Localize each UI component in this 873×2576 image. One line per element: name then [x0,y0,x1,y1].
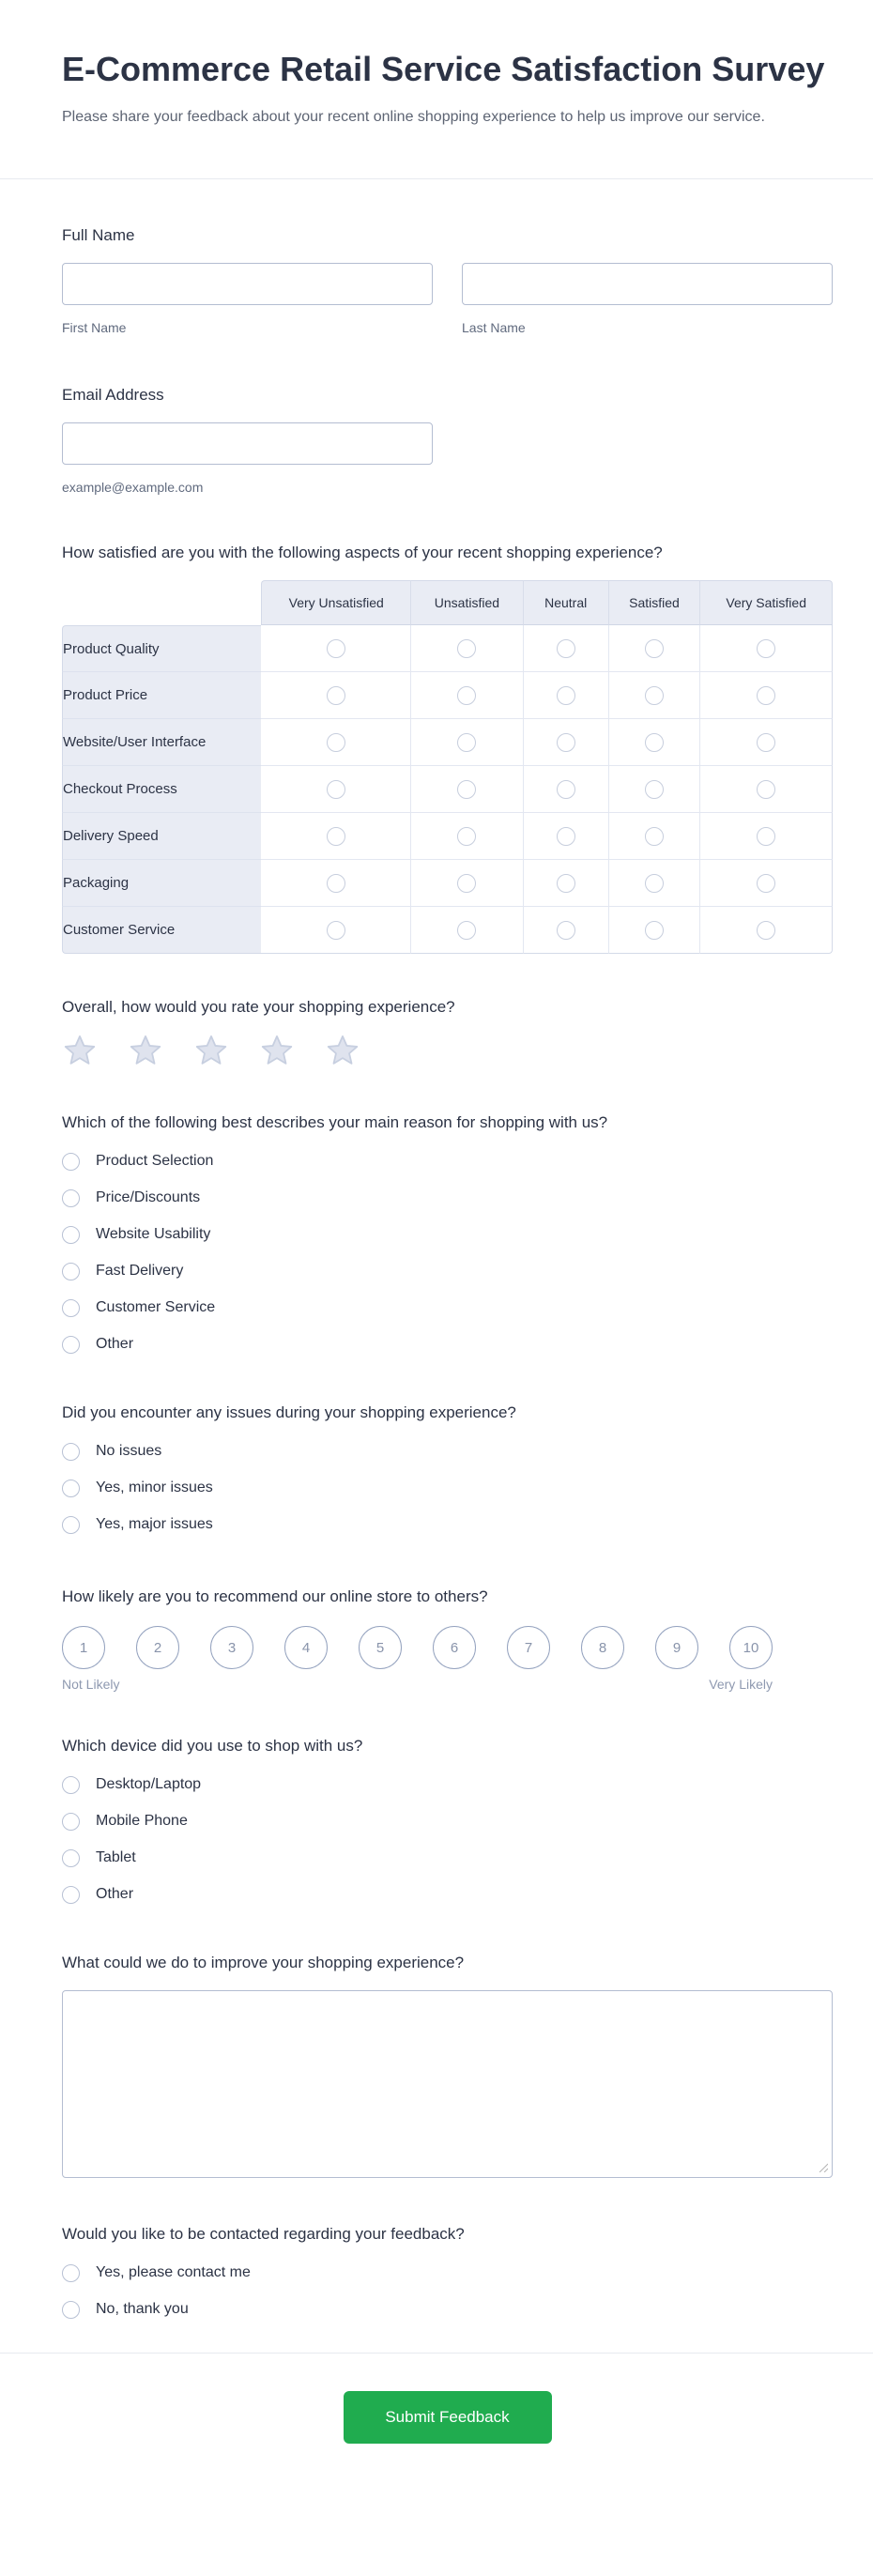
option-label: Yes, minor issues [96,1480,213,1495]
column-header: Satisfied [609,580,701,625]
matrix-radio[interactable] [645,827,664,846]
email-input[interactable] [62,422,433,465]
radio-option[interactable] [62,1846,833,1870]
satisfaction-matrix-section [62,542,833,954]
nps-question: How likely are you to recommend our online store to others? [62,1587,488,1605]
column-header: Very Unsatisfied [261,580,411,625]
matrix-radio[interactable] [457,827,476,846]
star-icon[interactable] [62,1033,98,1066]
nps-circle[interactable]: 9 [655,1626,698,1669]
row-label: Delivery Speed [62,813,261,860]
radio-circle[interactable] [62,1849,80,1867]
radio-circle[interactable] [62,1776,80,1794]
matrix-radio[interactable] [457,874,476,893]
matrix-radio[interactable] [327,921,345,940]
device-section [62,1735,833,1907]
star-icon[interactable] [193,1033,229,1066]
radio-circle[interactable] [62,1263,80,1280]
page-title: E-Commerce Retail Service Satisfaction Survey [62,50,825,88]
nps-circle[interactable]: 8 [581,1626,624,1669]
radio-circle[interactable] [62,1153,80,1171]
email-section [62,384,833,497]
matrix-radio[interactable] [645,921,664,940]
matrix-radio[interactable] [557,827,575,846]
row-label: Customer Service [62,907,261,954]
radio-option[interactable] [62,1186,833,1210]
radio-circle[interactable] [62,1443,80,1461]
radio-option[interactable] [62,1222,833,1247]
last-name-sublabel: Last Name [462,320,526,335]
radio-circle[interactable] [62,1813,80,1831]
star-rating [62,1033,833,1066]
section-divider [0,178,873,179]
matrix-radio[interactable] [327,733,345,752]
matrix-radio[interactable] [557,921,575,940]
option-label: Fast Delivery [96,1263,184,1279]
matrix-radio[interactable] [457,733,476,752]
nps-circle[interactable]: 7 [507,1626,550,1669]
matrix-radio[interactable] [457,780,476,799]
radio-option[interactable] [62,1809,833,1833]
matrix-radio[interactable] [457,686,476,705]
contact-question: Would you like to be contacted regarding your feedback? [62,2225,465,2243]
contact-section [62,2223,833,2322]
matrix-radio[interactable] [757,780,775,799]
radio-option[interactable] [62,2261,833,2285]
option-label: Other [96,1886,134,1902]
radio-option[interactable] [62,1439,833,1464]
radio-option[interactable] [62,1259,833,1283]
radio-option[interactable] [62,1296,833,1320]
radio-option[interactable] [62,2297,833,2322]
email-hint: example@example.com [62,480,204,495]
reason-question: Which of the following best describes your main reason for shopping with us? [62,1113,608,1131]
nps-circle[interactable]: 4 [284,1626,328,1669]
table-row [62,860,833,907]
star-icon[interactable] [325,1033,360,1066]
radio-option[interactable] [62,1512,833,1537]
radio-circle[interactable] [62,1189,80,1207]
option-label: No issues [96,1443,162,1459]
row-label: Product Quality [62,625,261,672]
rating-question: Overall, how would you rate your shopping experience? [62,998,455,1016]
first-name-field [62,263,433,337]
satisfaction-table [62,580,833,954]
radio-circle[interactable] [62,1299,80,1317]
submit-button[interactable]: Submit Feedback [344,2391,552,2444]
radio-option[interactable] [62,1332,833,1357]
star-icon[interactable] [259,1033,295,1066]
section-divider [0,2353,873,2354]
corner-cell [62,580,261,625]
matrix-radio[interactable] [757,733,775,752]
nps-section [62,1586,833,1694]
star-rating-section [62,996,833,1066]
option-label: Desktop/Laptop [96,1776,202,1792]
last-name-input[interactable] [462,263,833,305]
matrix-radio[interactable] [557,733,575,752]
improve-section [62,1952,833,2178]
improve-textarea[interactable] [62,1990,833,2178]
radio-option[interactable] [62,1882,833,1907]
column-header: Unsatisfied [411,580,524,625]
nps-circle[interactable]: 6 [433,1626,476,1669]
matrix-radio[interactable] [645,874,664,893]
matrix-radio[interactable] [327,874,345,893]
option-label: Tablet [96,1849,136,1865]
full-name-section [62,224,833,337]
matrix-radio[interactable] [327,780,345,799]
radio-circle[interactable] [62,1516,80,1534]
matrix-radio[interactable] [557,639,575,658]
radio-option[interactable] [62,1772,833,1797]
last-name-field [462,263,833,337]
nps-circle[interactable]: 2 [136,1626,179,1669]
radio-circle[interactable] [62,1886,80,1904]
issues-question: Did you encounter any issues during your shopping experience? [62,1403,516,1421]
matrix-radio[interactable] [327,686,345,705]
radio-circle[interactable] [62,1480,80,1497]
matrix-radio[interactable] [757,827,775,846]
email-question: Email Address [62,386,164,404]
matrix-radio[interactable] [645,639,664,658]
row-label: Product Price [62,672,261,719]
star-icon[interactable] [128,1033,163,1066]
form-subtitle: Please share your feedback about your recent online shopping experience to help us improve our service. [62,109,765,125]
table-row [62,719,833,766]
matrix-radio[interactable] [457,639,476,658]
matrix-radio[interactable] [757,639,775,658]
first-name-sublabel: First Name [62,320,127,335]
table-row [62,766,833,813]
option-label: Price/Discounts [96,1189,201,1205]
table-header-row [62,580,833,625]
option-label: Yes, major issues [96,1516,213,1532]
matrix-radio[interactable] [757,686,775,705]
nps-circle[interactable]: 3 [210,1626,253,1669]
option-label: Yes, please contact me [96,2264,251,2280]
nps-circle[interactable]: 5 [359,1626,402,1669]
matrix-radio[interactable] [557,780,575,799]
improve-question: What could we do to improve your shopping experience? [62,1954,465,1971]
submit-area [62,2391,833,2444]
radio-circle[interactable] [62,2264,80,2282]
option-label: Mobile Phone [96,1813,188,1829]
reason-section [62,1112,833,1357]
matrix-radio[interactable] [757,921,775,940]
option-label: Customer Service [96,1299,216,1315]
option-label: Product Selection [96,1153,214,1169]
matrix-radio[interactable] [557,686,575,705]
radio-option[interactable] [62,1149,833,1173]
full-name-question: Full Name [62,226,135,244]
radio-circle[interactable] [62,1226,80,1244]
matrix-radio[interactable] [327,639,345,658]
issues-section [62,1402,833,1537]
matrix-radio[interactable] [757,874,775,893]
table-row [62,813,833,860]
nps-right-label: Very Likely [709,1677,773,1692]
radio-option[interactable] [62,1476,833,1500]
option-label: No, thank you [96,2301,189,2317]
option-label: Website Usability [96,1226,211,1242]
matrix-radio[interactable] [557,874,575,893]
nps-scale [62,1626,773,1669]
column-header: Neutral [524,580,609,625]
radio-circle[interactable] [62,1336,80,1354]
table-row [62,672,833,719]
row-label: Website/User Interface [62,719,261,766]
matrix-radio[interactable] [457,921,476,940]
radio-circle[interactable] [62,2301,80,2319]
nps-left-label: Not Likely [62,1677,120,1692]
nps-circle[interactable]: 10 [729,1626,773,1669]
matrix-radio[interactable] [645,780,664,799]
matrix-radio[interactable] [327,827,345,846]
row-label: Packaging [62,860,261,907]
nps-circle[interactable]: 1 [62,1626,105,1669]
option-label: Other [96,1336,134,1352]
table-row [62,907,833,954]
matrix-radio[interactable] [645,733,664,752]
first-name-input[interactable] [62,263,433,305]
device-question: Which device did you use to shop with us? [62,1737,363,1755]
matrix-question: How satisfied are you with the following aspects of your recent shopping experience? [62,544,663,561]
table-row [62,625,833,672]
matrix-radio[interactable] [645,686,664,705]
resize-handle-icon[interactable] [818,2162,828,2172]
row-label: Checkout Process [62,766,261,813]
column-header: Very Satisfied [700,580,833,625]
